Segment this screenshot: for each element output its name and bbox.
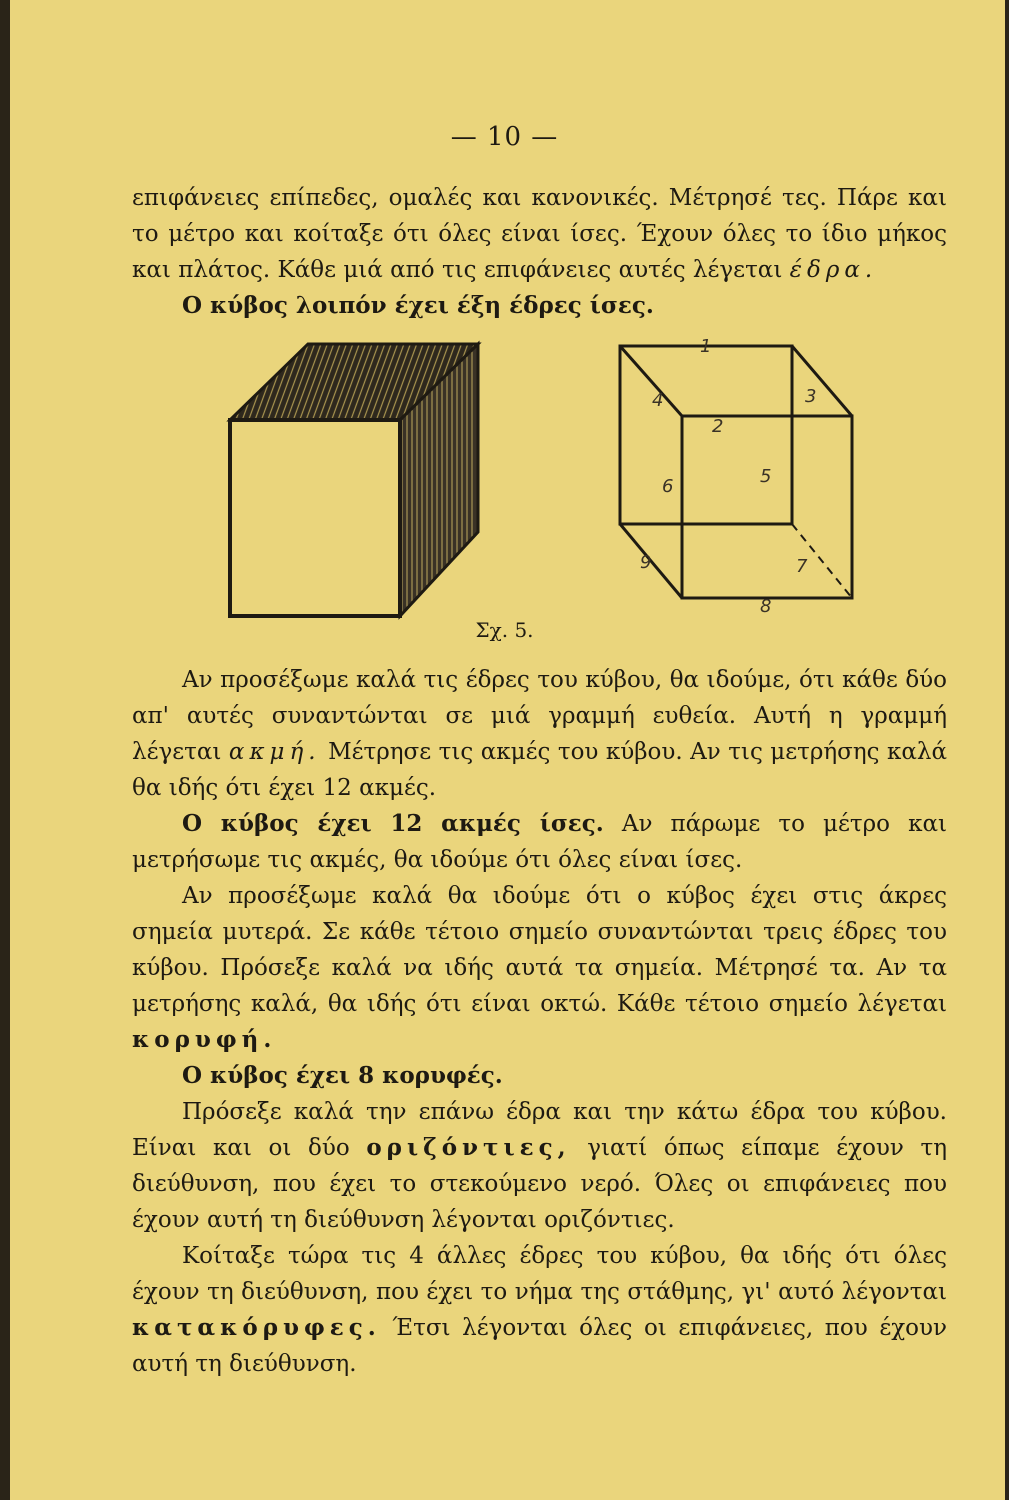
paragraph-vertices: [132, 878, 947, 1058]
text-block-top: [132, 180, 947, 324]
edge-label-5: 5: [760, 466, 772, 487]
paragraph-surfaces: [132, 180, 947, 288]
edge-label-4: 4: [652, 390, 664, 411]
paragraph1-text: επιφάνειες επίπεδες, ομαλές και κανονικές. Μέτρησέ τες. Πάρε και το μέτρο και κοίταξε ότι όλες είναι ίσες. Έχουν όλες το ίδιο μήκος και πλάτος. Κάθε μιά από τις επιφάνειες αυτές λέγεται: [132, 185, 947, 283]
edge-label-6: 6: [662, 476, 674, 497]
paragraph-vertical: [132, 1238, 947, 1382]
paragraph6-end: Έτσι λέγονται όλες οι επιφάνειες, που έχουν αυτή τη διεύθυνση.: [132, 1315, 947, 1377]
paragraph-twelve-edges: [132, 806, 947, 878]
cube-front-face: [230, 420, 400, 616]
paragraph3-text: Αν πάρωμε το μέτρο και μετρήσωμε τις ακμές, θα ιδούμε ότι όλες είναι ίσες.: [132, 811, 947, 873]
wireframe-cube-figure: [600, 332, 860, 622]
term-orizonties: οριζόντιες,: [366, 1134, 571, 1161]
edge-label-9: 9: [640, 552, 652, 573]
term-akmi: ακμή.: [228, 739, 321, 765]
page-number: — 10 —: [450, 122, 559, 152]
term-koryfi: κορυφή.: [132, 1026, 277, 1053]
paragraph-edges: [132, 662, 947, 806]
term-katakoryfes: κατακόρυφες.: [132, 1314, 381, 1341]
edge-label-8: 8: [760, 596, 772, 617]
edge-label-3: 3: [805, 386, 817, 407]
paragraph-horizontal: [132, 1094, 947, 1238]
paragraph6-start: Κοίταξε τώρα τις 4 άλλες έδρες του κύβου, θα ιδής ότι όλες έχουν τη διεύθυνση, που έχει το νήμα της στάθμης, γι' αυτό λέγονται: [132, 1243, 947, 1305]
page-edge-right: [1005, 0, 1009, 1500]
paragraph5-end: γιατί όπως είπαμε έχουν τη διεύθυνση, που έχει το στεκούμενο νερό. Όλες οι επιφάνειες που έχουν αυτή τη διεύθυνση λέγονται οριζόντιες.: [132, 1135, 948, 1233]
figure-caption: Σχ. 5.: [475, 618, 534, 642]
back-face: [620, 346, 792, 524]
edge-label-7: 7: [796, 556, 808, 577]
paragraph5-start: Πρόσεξε καλά την επάνω έδρα και την κάτω έδρα του κύβου. Είναι και οι δύο: [132, 1099, 947, 1161]
statement-eight-vertices: Ο κύβος έχει 8 κορυφές.: [182, 1062, 503, 1089]
text-block-bottom: [132, 662, 947, 1382]
edge-label-2: 2: [712, 416, 724, 437]
paragraph4-start: Αν προσέξωμε καλά θα ιδούμε ότι ο κύβος έχει στις άκρες σημεία μυτερά. Σε κάθε τέτοιο σημείο συναντώνται τρεις έδρες του κύβου. Πρόσεξε καλά να ιδής αυτά τα σημεία. Μέτρησέ τα. Αν τα μετρήσης καλά, θα ιδής ότι είναι οκτώ. Κάθε τέτοιο σημείο λέγεται: [132, 883, 947, 1017]
solid-cube-figure: [220, 332, 490, 622]
front-face: [682, 416, 852, 598]
edge-top-right: [792, 346, 852, 416]
term-edra: έδρα.: [789, 257, 878, 283]
edge-label-1: 1: [700, 336, 712, 357]
paragraph2-end: Μέτρησε τις ακμές του κύβου. Αν τις μετρήσης καλά θα ιδής ότι έχει 12 ακμές.: [132, 739, 948, 801]
paragraph2-start: Αν προσέξωμε καλά τις έδρες του κύβου, θα ιδούμε, ότι κάθε δύο απ' αυτές συναντώνται σε μιά γραμμή ευθεία. Αυτή η γραμμή λέγεται: [132, 667, 947, 765]
statement-six-faces: Ο κύβος λοιπόν έχει έξη έδρες ίσες.: [182, 292, 654, 319]
edge-top-left: [620, 346, 682, 416]
statement-twelve-edges: Ο κύβος έχει 12 ακμές ίσες.: [182, 810, 604, 837]
page-edge-left: [0, 0, 10, 1500]
